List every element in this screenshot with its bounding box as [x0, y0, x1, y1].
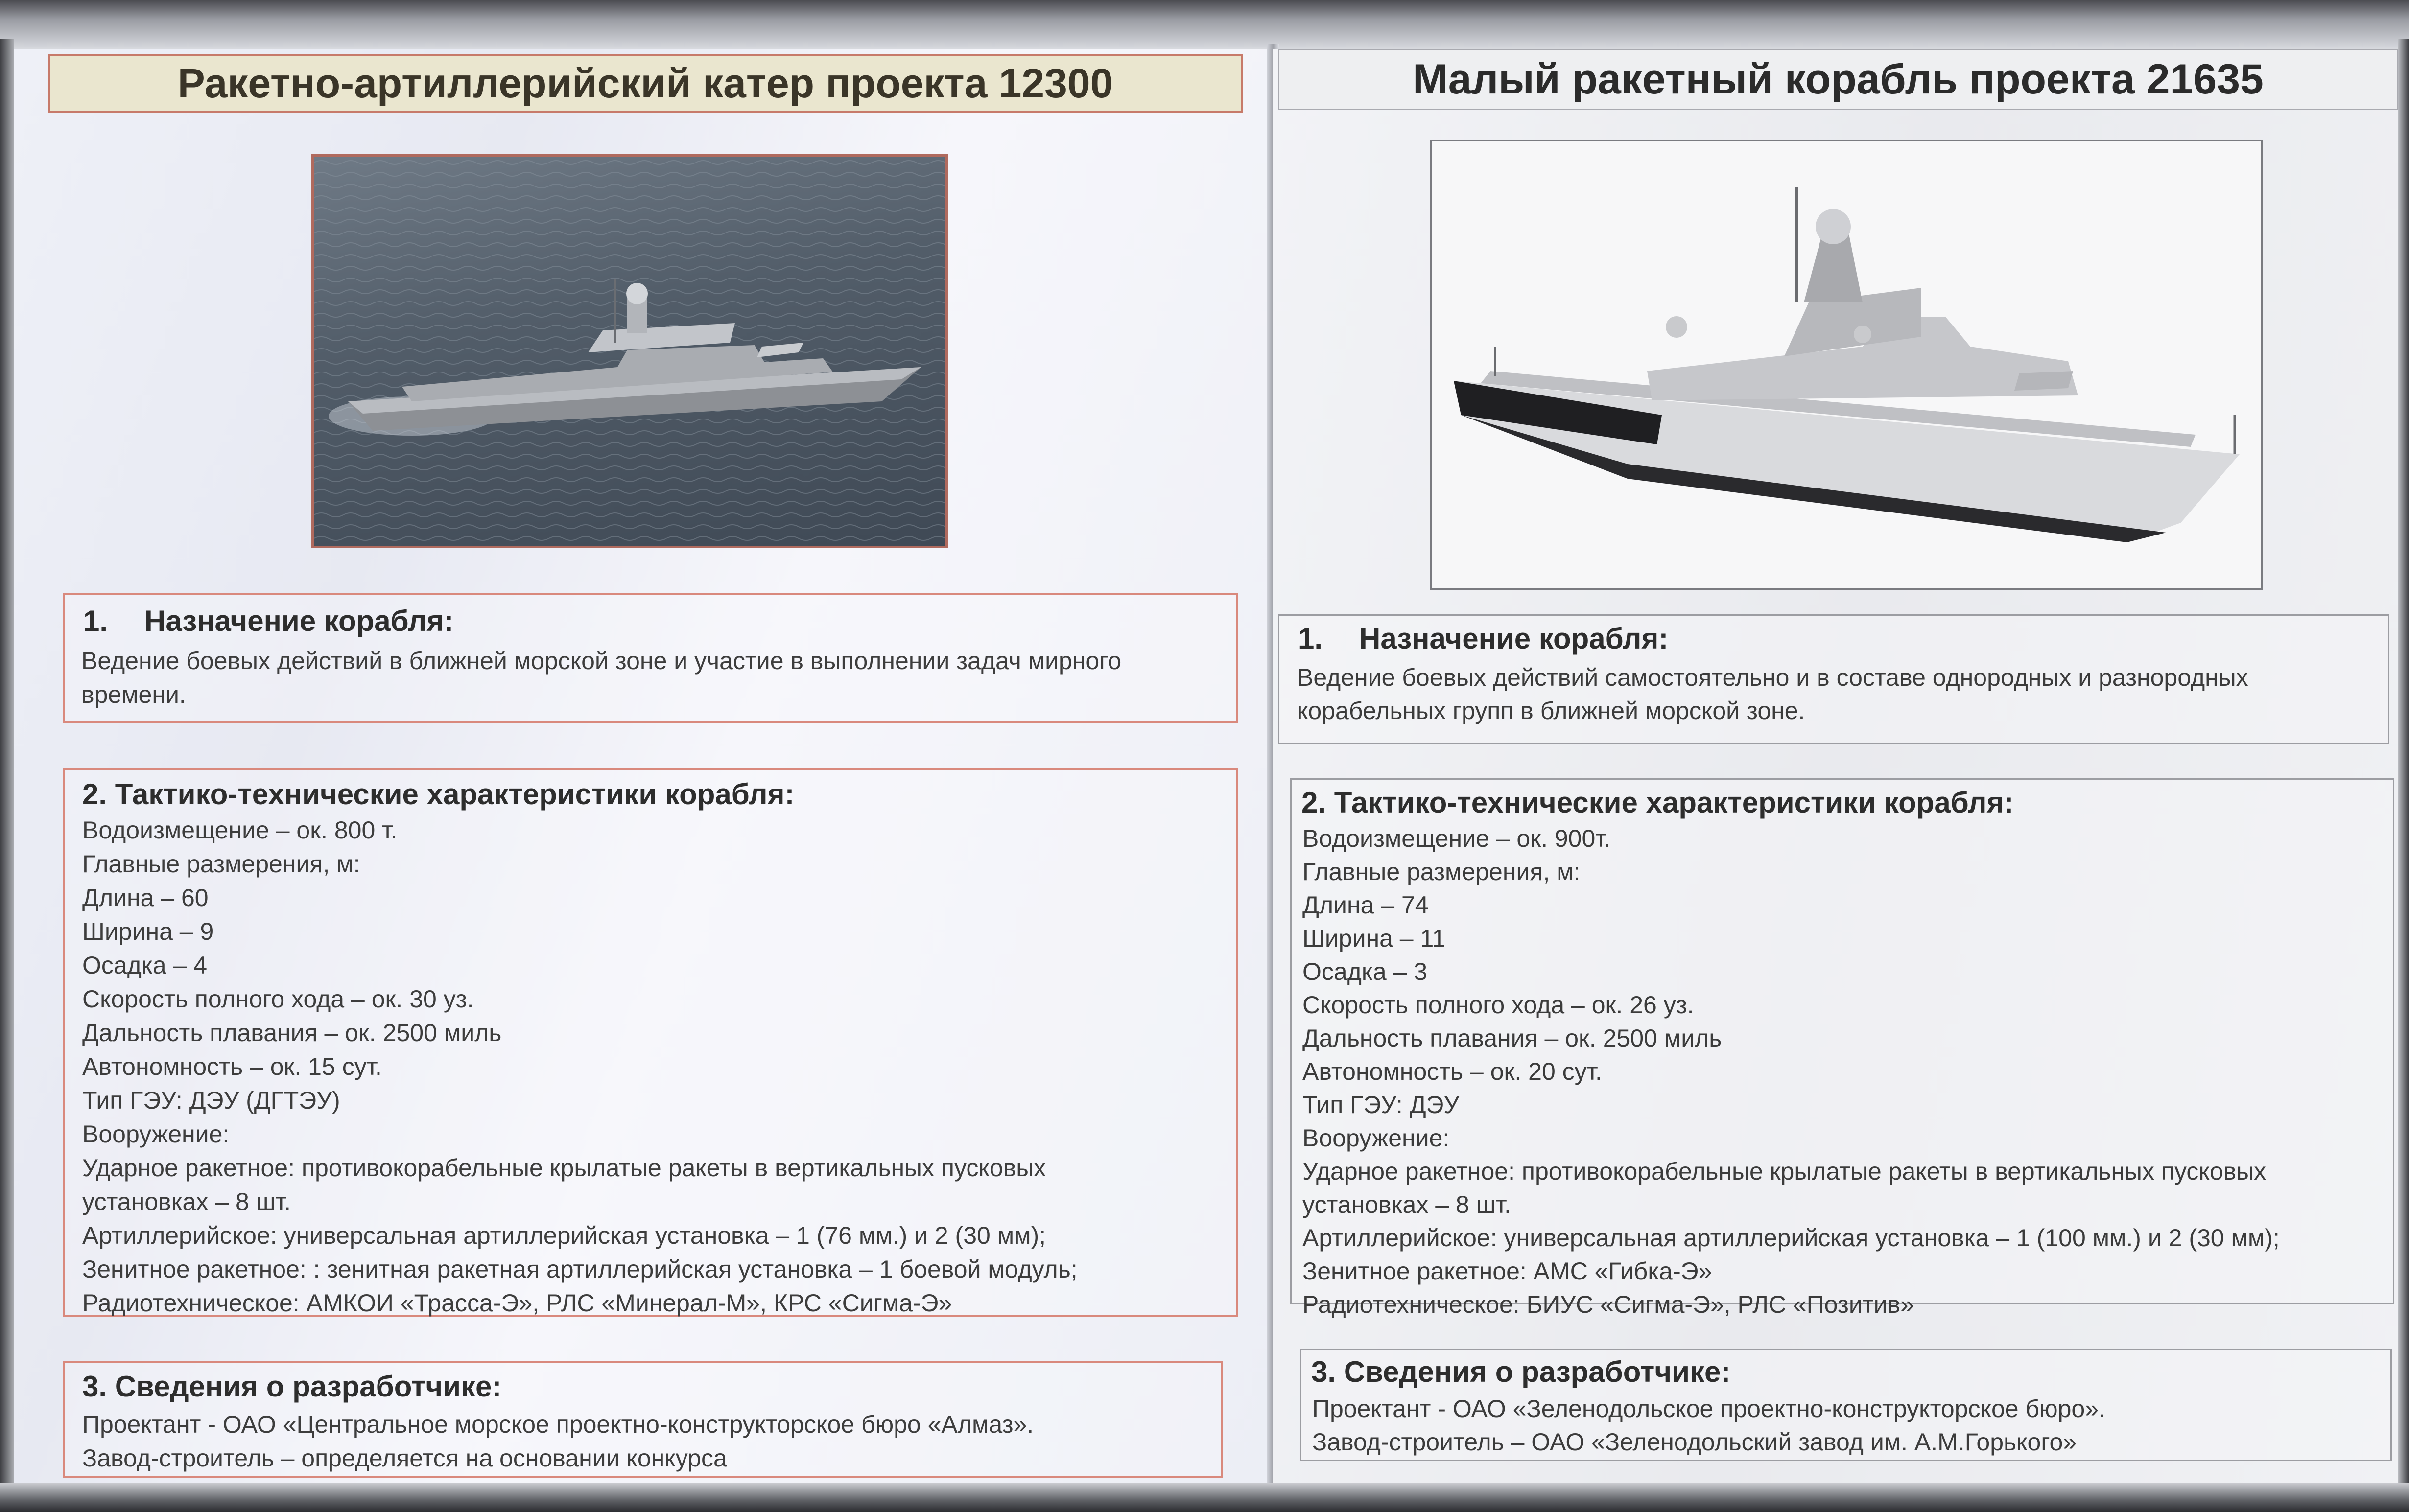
spec-line: Ударное ракетное: противокорабельные крылатые ракеты в вертикальных пусковых [82, 1154, 1046, 1182]
spec-line: Скорость полного хода – ок. 26 уз. [1302, 991, 1694, 1019]
spec-line: Радиотехническое: БИУС «Сигма-Э», РЛС «Позитив» [1302, 1291, 1914, 1318]
section-number: 1. [1298, 622, 1323, 655]
spec-line: Тип ГЭУ: ДЭУ [1302, 1091, 1460, 1118]
spec-line: Радиотехническое: АМКОИ «Трасса-Э», РЛС «Минерал-М», КРС «Сигма-Э» [82, 1289, 952, 1317]
section-heading: 3. Сведения о разработчике: [1311, 1355, 1731, 1388]
section-developer [63, 1361, 1223, 1478]
text-line: Проектант - ОАО «Зеленодольское проектно-конструкторское бюро». [1312, 1395, 2105, 1422]
section-heading: Назначение корабля: [1359, 622, 1669, 655]
section-number: 1. [83, 605, 108, 637]
frame-left [0, 39, 14, 1488]
poster-project-21635 [1273, 49, 2398, 1483]
spec-line: Осадка – 3 [1302, 958, 1428, 985]
text-line: времени. [81, 681, 186, 708]
spec-line: Артиллерийское: универсальная артиллерийская установка – 1 (100 мм.) и 2 (30 мм); [1302, 1224, 2280, 1252]
spec-line: Ширина – 9 [82, 918, 214, 945]
spec-line: Автономность – ок. 20 сут. [1302, 1058, 1602, 1085]
section-specs [1290, 778, 2394, 1318]
spec-line: Скорость полного хода – ок. 30 уз. [82, 985, 474, 1013]
ship-model-render [1430, 140, 2263, 590]
section-heading: 3. Сведения о разработчике: [82, 1370, 502, 1403]
spec-line: Артиллерийское: универсальная артиллерийская установка – 1 (76 мм.) и 2 (30 мм); [82, 1222, 1046, 1249]
spec-line: установках – 8 шт. [1302, 1191, 1512, 1218]
ship-photo-graphic [314, 157, 945, 546]
section-heading: 2. Тактико-технические характеристики корабля: [1301, 786, 2014, 819]
spec-line: Автономность – ок. 15 сут. [82, 1053, 382, 1080]
spec-line: Водоизмещение – ок. 900т. [1302, 825, 1611, 852]
spec-line: Водоизмещение – ок. 800 т. [82, 816, 398, 844]
poster-project-12300 [14, 49, 1273, 1483]
spec-line: Зенитное ракетное: : зенитная ракетная артиллерийская установка – 1 боевой модуль; [82, 1256, 1078, 1283]
spec-line: Ударное ракетное: противокорабельные крылатые ракеты в вертикальных пусковых [1302, 1158, 2267, 1185]
spec-line: Дальность плавания – ок. 2500 миль [1302, 1024, 1722, 1052]
frame-right [2398, 39, 2409, 1488]
section-heading: 2. Тактико-технические характеристики корабля: [82, 778, 795, 811]
poster-title-text: Малый ракетный корабль проекта 21635 [1413, 56, 2264, 103]
frame-bottom [0, 1483, 2409, 1512]
section-purpose [63, 593, 1238, 723]
section-specs [63, 768, 1238, 1317]
text-line: Ведение боевых действий самостоятельно и в составе однородных и разнородных [1297, 664, 2248, 691]
text-line: корабельных групп в ближней морской зоне. [1297, 697, 1805, 724]
poster-title-text: Ракетно-артиллерийский катер проекта 12300 [177, 60, 1113, 106]
ship-model-graphic [1432, 141, 2261, 588]
text-line: Ведение боевых действий в ближней морской зоне и участие в выполнении задач мирного [81, 647, 1122, 675]
spec-line: Ширина – 11 [1302, 925, 1446, 952]
spec-line: Осадка – 4 [82, 952, 208, 979]
ship-photo [311, 154, 948, 548]
spec-line: Длина – 74 [1302, 891, 1429, 919]
spec-line: Тип ГЭУ: ДЭУ (ДГТЭУ) [82, 1087, 340, 1114]
spec-line: Длина – 60 [82, 884, 209, 911]
text-line: Завод-строитель – ОАО «Зеленодольский завод им. А.М.Горького» [1312, 1428, 2077, 1456]
specs-list [1302, 822, 2280, 1321]
section-purpose [1278, 614, 2389, 744]
spec-line: Вооружение: [82, 1120, 230, 1148]
poster-title [48, 54, 1243, 113]
spec-line: Дальность плавания – ок. 2500 миль [82, 1019, 502, 1047]
spec-line: установках – 8 шт. [82, 1188, 291, 1215]
poster-title [1278, 49, 2398, 110]
specs-list [82, 814, 1078, 1320]
spec-line: Главные размерения, м: [1302, 858, 1581, 885]
section-heading: Назначение корабля: [144, 605, 454, 637]
spec-line: Вооружение: [1302, 1124, 1450, 1152]
text-line: Завод-строитель – определяется на основании конкурса [82, 1444, 727, 1472]
section-developer [1300, 1349, 2392, 1461]
frame-top [0, 0, 2409, 49]
text-line: Проектант - ОАО «Центральное морское проектно-конструкторское бюро «Алмаз». [82, 1411, 1034, 1438]
spec-line: Главные размерения, м: [82, 850, 360, 878]
spec-line: Зенитное ракетное: АМС «Гибка-Э» [1302, 1257, 1712, 1285]
